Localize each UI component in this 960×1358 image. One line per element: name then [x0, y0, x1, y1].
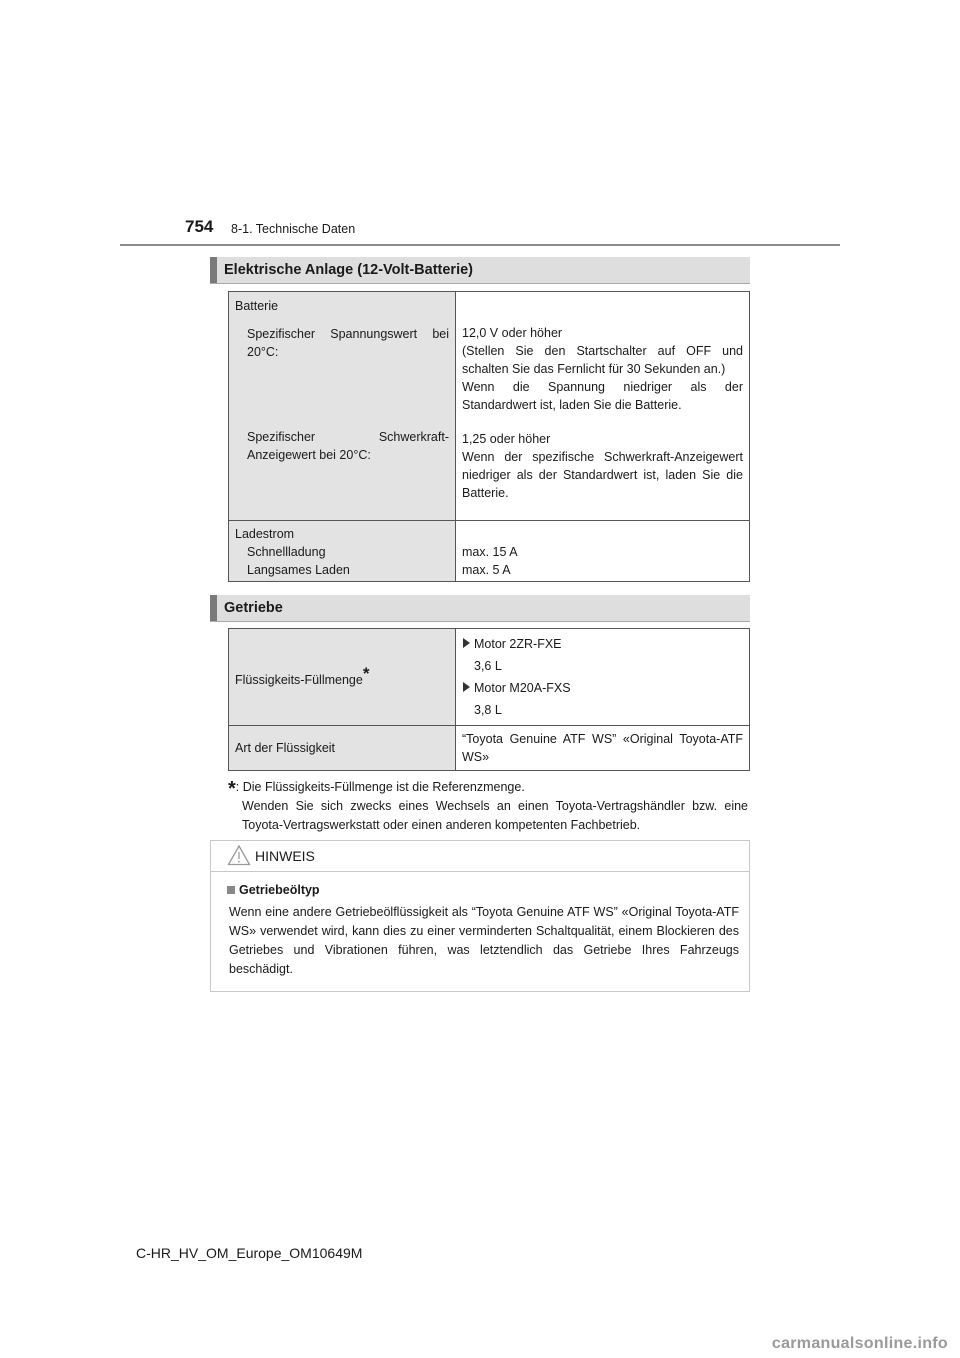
document-id: C-HR_HV_OM_Europe_OM10649M — [136, 1245, 363, 1261]
voltage-label: Spezifischer Spannungswert bei 20°C: — [247, 327, 449, 359]
table-row — [229, 629, 750, 726]
square-bullet-icon — [227, 886, 235, 894]
table-row — [229, 292, 750, 521]
section-heading-transmission — [210, 595, 750, 622]
voltage-note: (Stellen Sie den Startschalter auf OFF und schalten Sie das Fernlicht für 30 Sekunden an.) — [462, 344, 743, 376]
transmission-spec-table — [228, 628, 750, 771]
notice-subtitle-text: Getriebeöltyp — [239, 883, 320, 897]
fast-charge-label: Schnellladung — [247, 545, 326, 559]
fluid-capacity-label: Flüssigkeits-Füllmenge — [235, 673, 363, 688]
slow-charge-label: Langsames Laden — [247, 563, 350, 577]
section-heading-label: Elektrische Anlage (12-Volt-Batterie) — [224, 262, 473, 278]
fluid-capacity-label-cell — [229, 629, 456, 726]
fluid-type-value: “Toyota Genuine ATF WS” «Original Toyota-ATF WS» — [462, 732, 743, 764]
page-number: 754 — [185, 217, 214, 236]
warning-triangle-icon — [227, 844, 251, 866]
footnote-line-2: Wenden Sie sich zwecks eines Wechsels an einen Toyota-Vertragshändler bzw. eine Toyota-Vertragswerkstatt oder einen anderen kompetenten Fachbetrieb. — [242, 799, 748, 832]
notice-subtitle — [227, 883, 320, 897]
voltage-note-2: Wenn die Spannung niedriger als der Standardwert ist, laden Sie die Batterie. — [462, 380, 743, 412]
fluid-type-value-cell — [456, 726, 750, 771]
voltage-value: 12,0 V oder höher — [462, 326, 563, 340]
header-rule — [120, 244, 840, 246]
section-path: 8-1. Technische Daten — [231, 222, 356, 236]
watermark: carmanualsonline.info — [771, 1335, 948, 1352]
engine-1-label: Motor 2ZR-FXE — [462, 633, 743, 655]
engine-2-label: Motor M20A-FXS — [462, 677, 743, 699]
notice-header — [211, 841, 749, 872]
section-heading-electrical — [210, 257, 750, 284]
gravity-label: Spezifischer Schwerkraft-Anzeigewert bei 20°C: — [247, 430, 449, 462]
footnote-marker: * — [228, 778, 236, 800]
battery-label-cell — [229, 292, 456, 521]
fluid-type-label-cell — [229, 726, 456, 771]
charge-value-cell — [456, 521, 750, 582]
charge-label-cell — [229, 521, 456, 582]
gravity-value: 1,25 oder höher — [462, 432, 551, 446]
notice-box — [210, 840, 750, 992]
engine-1-value: 3,6 L — [474, 659, 502, 673]
battery-label: Batterie — [235, 299, 279, 313]
table-row — [229, 521, 750, 582]
charge-label: Ladestrom — [235, 527, 295, 541]
fluid-capacity-value-cell — [456, 629, 750, 726]
battery-value-cell — [456, 292, 750, 521]
footnote — [228, 776, 748, 835]
notice-text: Wenn eine andere Getriebeölflüssigkeit als “Toyota Genuine ATF WS” «Original Toyota-ATF WS» verwendet wird, kann dies zu einer verminderten Schaltqualität, einem Blockieren des Getriebes und Vibrationen führen, was letztendlich das Getriebe Ihres Fahrzeugs beschädigt. — [229, 905, 739, 976]
table-row — [229, 726, 750, 771]
fluid-type-label: Art der Flüssigkeit — [235, 741, 336, 755]
gravity-note: Wenn der spezifische Schwerkraft-Anzeigewert niedriger als der Standardwert ist, laden Sie die Batterie. — [462, 450, 743, 500]
notice-title: HINWEIS — [255, 848, 315, 864]
battery-spec-table — [228, 291, 750, 582]
engine-2-value: 3,8 L — [474, 703, 502, 717]
fast-charge-value: max. 15 A — [462, 545, 518, 559]
asterisk-marker: * — [362, 663, 370, 683]
slow-charge-value: max. 5 A — [462, 563, 511, 577]
footnote-line-1: : Die Flüssigkeits-Füllmenge ist die Referenzmenge. — [235, 780, 525, 794]
section-heading-label: Getriebe — [224, 600, 283, 616]
